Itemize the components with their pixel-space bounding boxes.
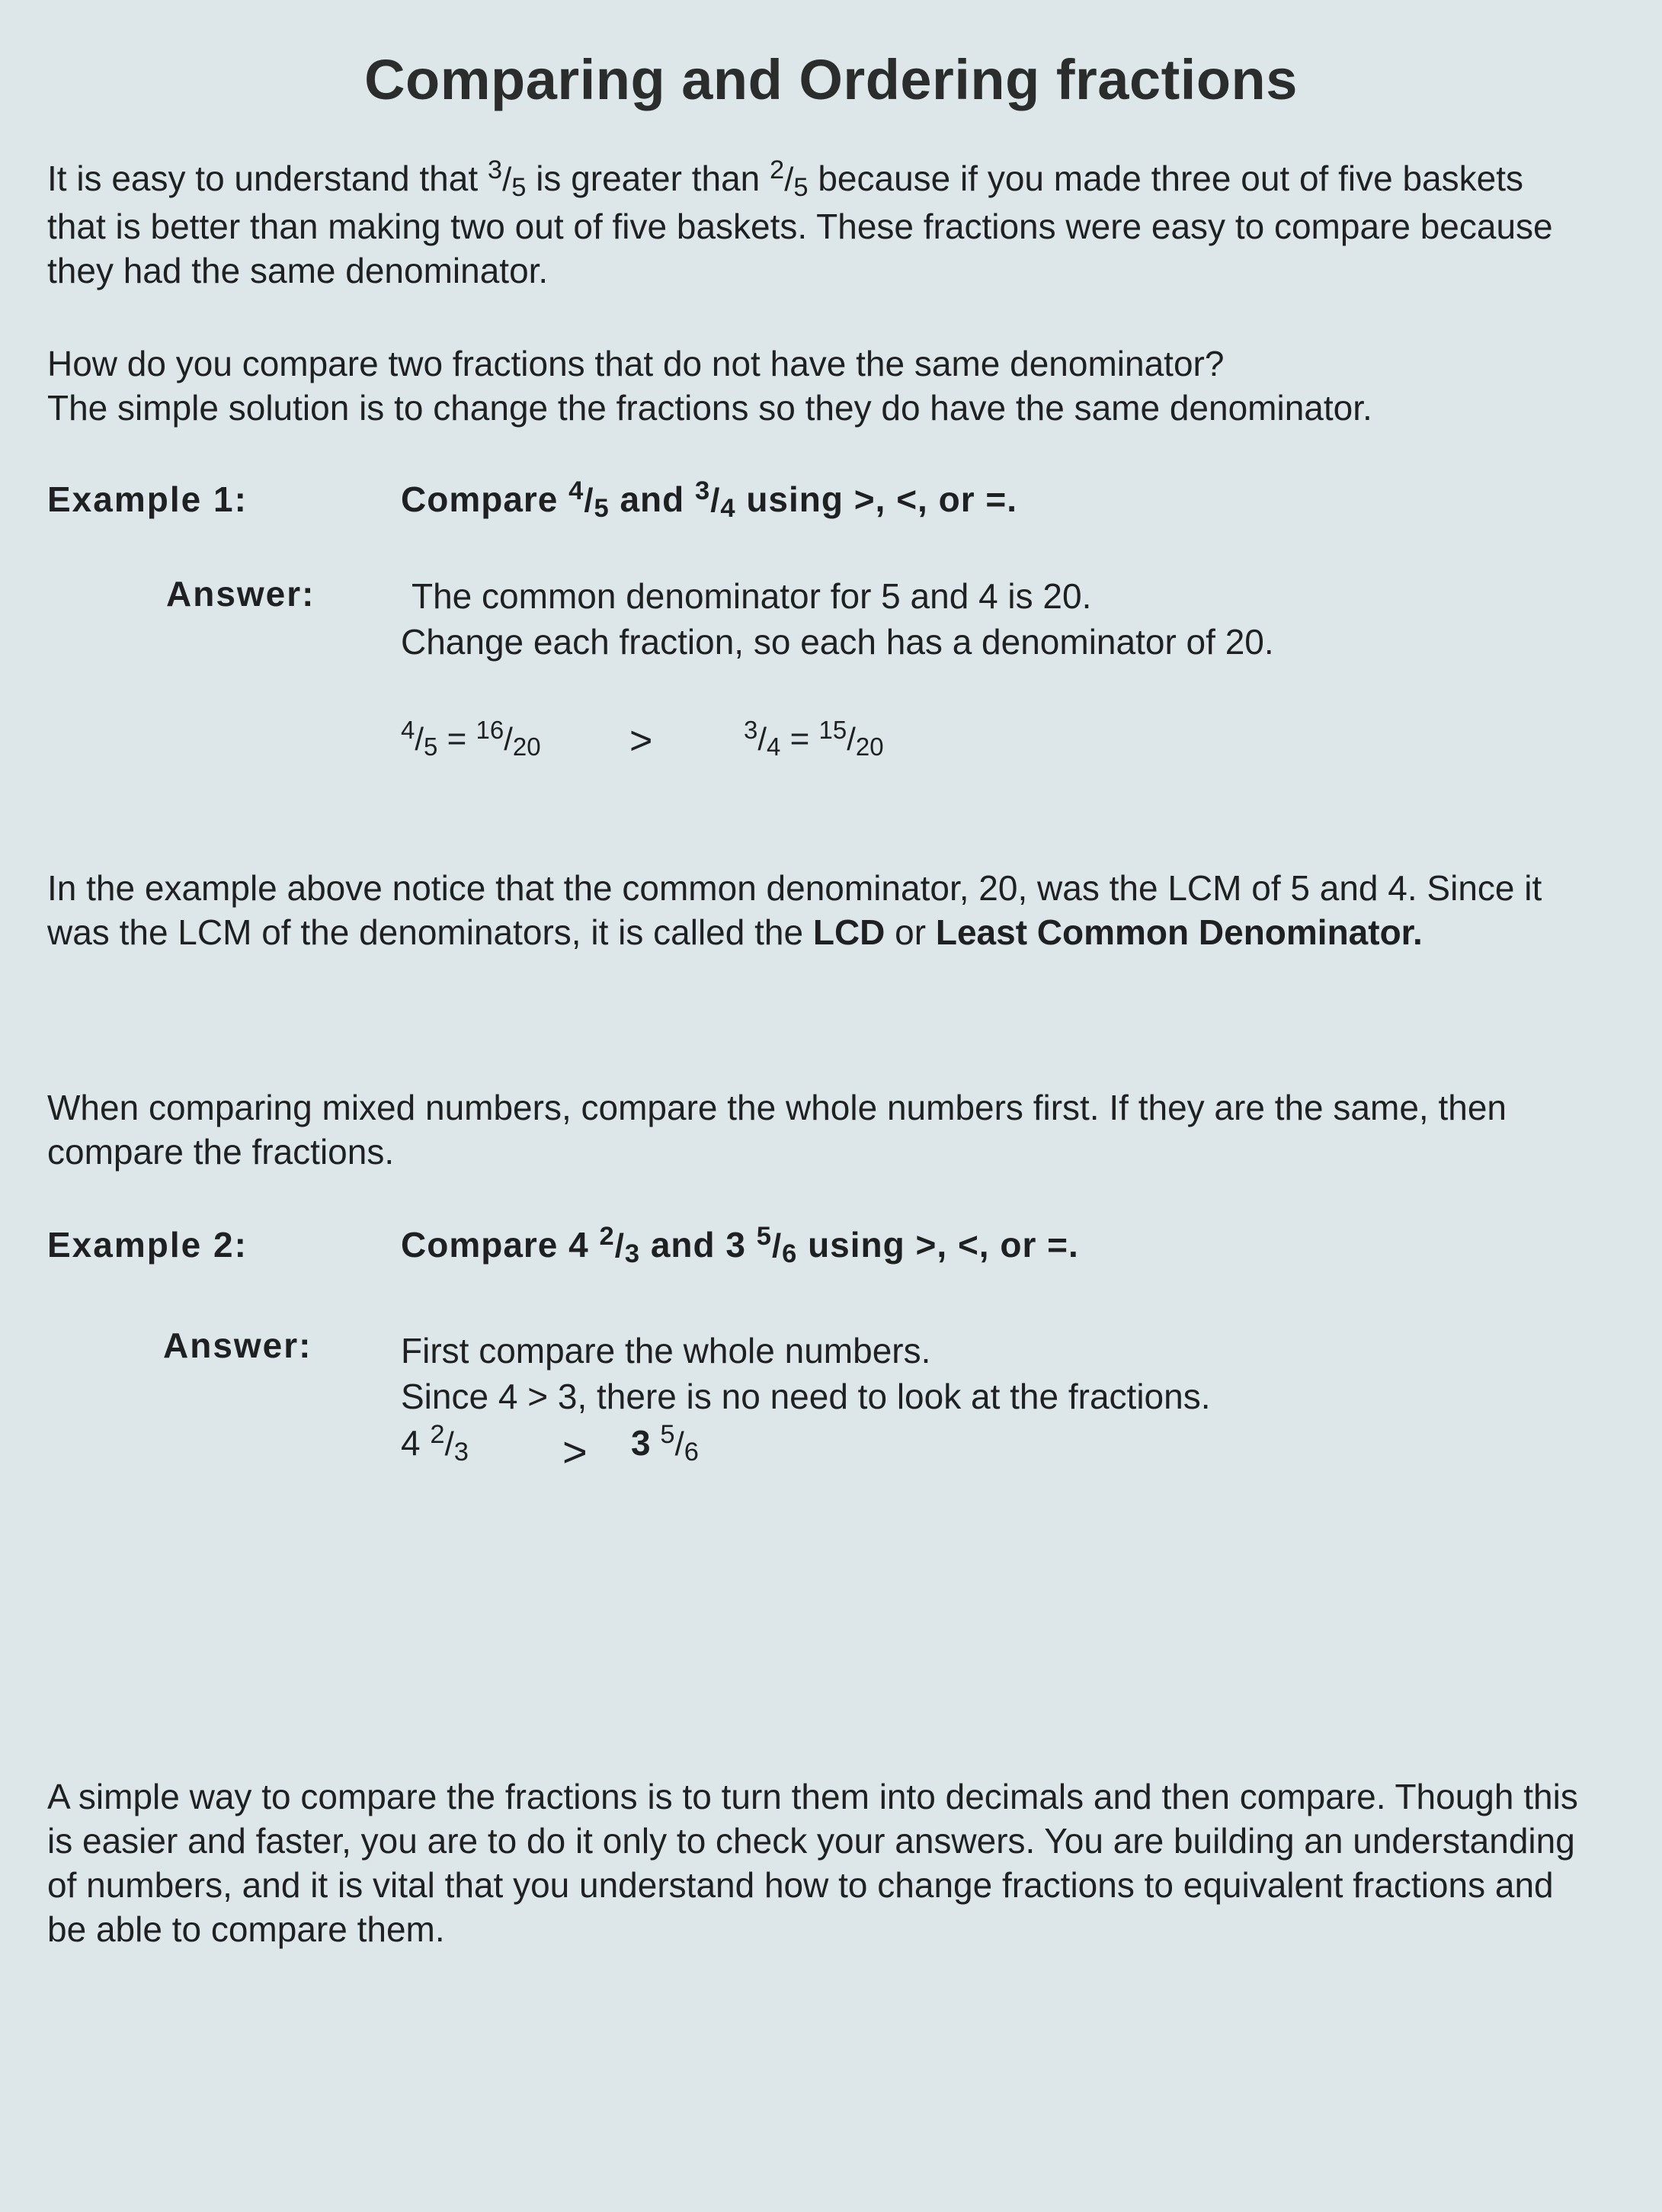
question-paragraph bbox=[47, 341, 1579, 430]
answer-line-1: First compare the whole numbers. bbox=[401, 1331, 931, 1370]
mixed-numbers-paragraph: When comparing mixed numbers, compare the whole numbers first. If they are the same, then compare the fractions. bbox=[47, 1088, 1507, 1172]
fraction-denominator: 5 bbox=[594, 493, 610, 523]
prompt-text: Compare bbox=[401, 1225, 569, 1265]
prompt-text: using >, <, or =. bbox=[797, 1225, 1079, 1265]
whole-number: 4 bbox=[401, 1423, 421, 1463]
intro-text-1: It is easy to understand that bbox=[47, 159, 488, 198]
lcd-term: LCD bbox=[812, 912, 885, 952]
lcd-paragraph bbox=[47, 866, 1579, 954]
fraction-numerator: 5 bbox=[660, 1420, 675, 1450]
equals-sign: = bbox=[780, 720, 819, 758]
lcd-definition: Least Common Denominator. bbox=[935, 912, 1423, 952]
example-2-label: Example 2: bbox=[47, 1225, 248, 1265]
answer-line-2: Since 4 > 3, there is no need to look at the fractions. bbox=[401, 1377, 1211, 1416]
example-2-result-right: 3 $^5$/6 bbox=[631, 1420, 699, 1467]
fraction-denominator: 5 bbox=[793, 172, 809, 202]
prompt-text: and bbox=[609, 479, 696, 519]
example-2-comparison-sign: > bbox=[562, 1428, 588, 1476]
whole-number: 3 bbox=[725, 1225, 746, 1265]
fraction-numerator: 4 bbox=[568, 476, 584, 506]
fraction-denominator: 5 bbox=[511, 172, 527, 202]
fraction-numerator: 2 bbox=[599, 1222, 615, 1252]
example-1-prompt bbox=[401, 476, 1018, 523]
example-1-equation-right: $^3$/4 = $^{15}$/20 bbox=[744, 716, 884, 761]
closing-paragraph: A simple way to compare the fractions is to turn them into decimals and then compare. Though this is easier and faster, you are to do it only to check your answers. You are building an understanding of numbers, and it is vital that you understand how to change fractions to equivalent fractions and be able to compare them. bbox=[47, 1777, 1578, 1949]
fraction-a: $^4$/5 bbox=[568, 476, 610, 523]
example-2-result-left: 4 $^2$/3 bbox=[401, 1420, 469, 1467]
fraction-denominator: 3 bbox=[624, 1239, 641, 1268]
fraction-numerator: 4 bbox=[401, 716, 415, 745]
example-1-label: Example 1: bbox=[47, 479, 248, 519]
example-1-answer-label: Answer: bbox=[166, 574, 315, 614]
example-1-answer bbox=[401, 573, 1274, 665]
whole-number: 4 bbox=[568, 1225, 589, 1265]
fraction-numerator: 3 bbox=[744, 716, 758, 745]
fraction-three-fifths: $^3$/5 bbox=[487, 155, 527, 202]
lcd-text-1: In the example above notice that the common denominator, 20, was the LCM of 5 and 4. Since it was the LCM of the denominators, it is called the bbox=[47, 868, 1542, 952]
fraction-b: $^3$/4 bbox=[695, 476, 736, 523]
fraction-numerator: 5 bbox=[756, 1222, 772, 1252]
fraction-denominator: 4 bbox=[720, 493, 736, 523]
lcd-text-2: or bbox=[885, 912, 936, 952]
fraction-numerator: 3 bbox=[695, 476, 711, 506]
fraction-denominator: 5 bbox=[423, 732, 438, 761]
fraction-numerator: 3 bbox=[487, 155, 503, 185]
fraction-numerator: 15 bbox=[818, 716, 847, 745]
fraction-denominator: 4 bbox=[766, 732, 781, 761]
intro-paragraph bbox=[47, 156, 1579, 293]
whole-number: 3 bbox=[631, 1423, 651, 1463]
example-2-answer bbox=[401, 1328, 1211, 1419]
fraction-two-fifths: $^2$/5 bbox=[770, 155, 809, 202]
intro-text-2: is greater than bbox=[526, 159, 770, 198]
fraction-denominator: 3 bbox=[453, 1437, 469, 1467]
prompt-text: Compare bbox=[401, 479, 569, 519]
answer-line-2: Change each fraction, so each has a denominator of 20. bbox=[401, 622, 1274, 662]
fraction-numerator: 2 bbox=[430, 1420, 445, 1450]
fraction-numerator: 16 bbox=[476, 716, 504, 745]
equals-sign: = bbox=[437, 720, 476, 758]
fraction-numerator: 2 bbox=[770, 155, 785, 185]
question-line-2: The simple solution is to change the fractions so they do have the same denominator. bbox=[47, 388, 1372, 428]
example-2-answer-label: Answer: bbox=[163, 1326, 312, 1365]
mixed-number-a: 4 $^2$/3 bbox=[568, 1222, 641, 1268]
fraction-denominator: 20 bbox=[512, 732, 541, 761]
example-1-equation-left: $^4$/5 = $^{16}$/20 bbox=[401, 716, 541, 761]
page-title: Comparing and Ordering fractions bbox=[364, 48, 1298, 111]
intro-text-3: because if you made three out of five baskets that is better than making two out of five baskets. These fractions were easy to compare because they had the same denominator. bbox=[47, 159, 1553, 290]
mixed-number-b: 3 $^5$/6 bbox=[725, 1222, 798, 1268]
answer-line-1: The common denominator for 5 and 4 is 20. bbox=[411, 576, 1092, 616]
fraction-denominator: 6 bbox=[782, 1239, 798, 1268]
question-line-1: How do you compare two fractions that do not have the same denominator? bbox=[47, 344, 1225, 383]
prompt-text: using >, <, or =. bbox=[735, 479, 1018, 519]
fraction-denominator: 20 bbox=[855, 732, 884, 761]
fraction-denominator: 6 bbox=[684, 1437, 699, 1467]
example-2-prompt bbox=[401, 1222, 1079, 1268]
prompt-text: and bbox=[640, 1225, 726, 1265]
example-1-comparison-sign: > bbox=[629, 719, 653, 763]
